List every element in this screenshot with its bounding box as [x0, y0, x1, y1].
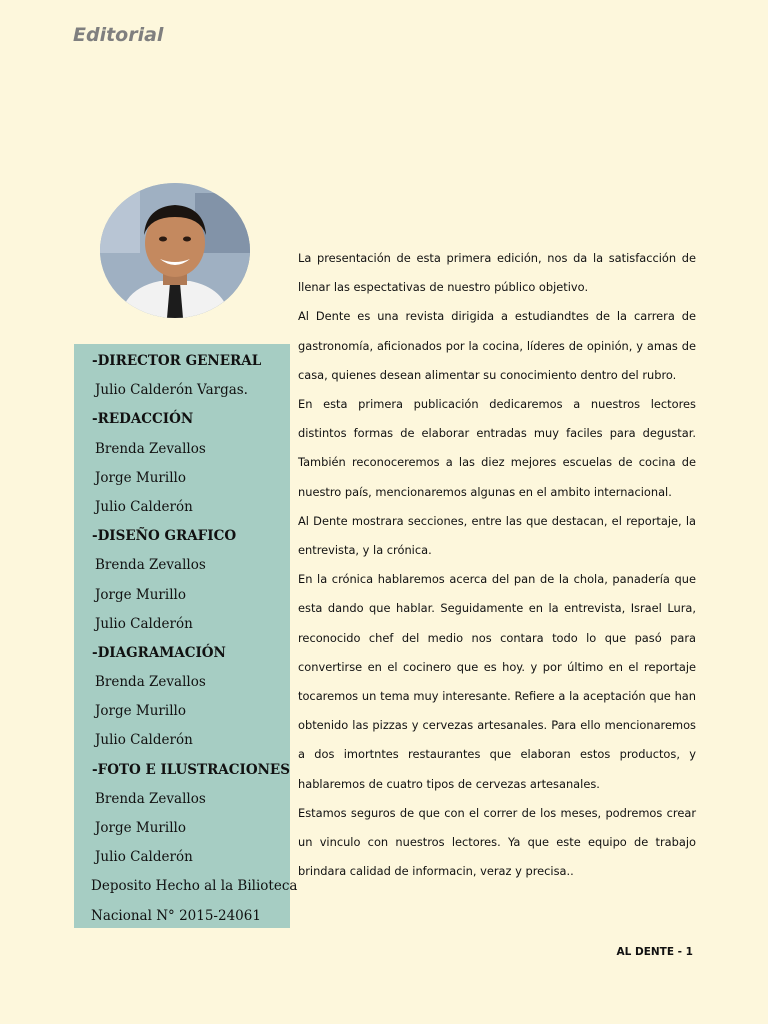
director-heading: -DIRECTOR GENERAL [92, 353, 262, 369]
redaccion-name: Julio Calderón [95, 498, 193, 515]
redaccion-heading: -REDACCIÓN [92, 411, 194, 428]
editorial-paragraph: Estamos seguros de que con el correr de los meses, podremos crear un vinculo con nuestros lectores. Ya que este equipo de trabajo brindara calidad de informacin, veraz y precisa.. [298, 805, 696, 879]
foto-name: Jorge Murillo [95, 820, 186, 836]
portrait-illustration [100, 183, 250, 318]
diseno-name: Brenda Zevallos [95, 557, 206, 574]
diagramacion-name: Brenda Zevallos [95, 674, 206, 691]
redaccion-name: Brenda Zevallos [95, 440, 206, 457]
editorial-paragraph: Al Dente mostrara secciones, entre las que destacan, el reportaje, la entrevista, y la crónica. [298, 513, 696, 558]
foto-heading: -FOTO E ILUSTRACIONES [92, 761, 290, 778]
deposit-line: Nacional N° 2015-24061 [91, 907, 261, 924]
credits-panel [74, 344, 298, 928]
section-title: Editorial [73, 24, 164, 46]
editorial-paragraph: En esta primera publicación dedicaremos a nuestros lectores distintos formas de elaborar entradas muy faciles para degustar. También reconoceremos a las diez mejores escuelas de cocina de nuestro país, mencionaremos algunas en el ambito internacional. [298, 397, 696, 499]
editorial-body [298, 244, 696, 886]
foto-name: Brenda Zevallos [95, 790, 206, 807]
diseno-heading: -DISEÑO GRAFICO [92, 528, 237, 545]
diseno-name: Jorge Murillo [95, 586, 186, 603]
deposit-line: Deposito Hecho al la Bilioteca [91, 878, 298, 895]
director-photo [100, 183, 250, 318]
editorial-paragraph: Al Dente es una revista dirigida a estudiandtes de la carrera de gastronomía, aficionados por la cocina, líderes de opinión, y amas de casa, quienes desean alimentar su conocimiento dentro del rubro. [298, 309, 696, 382]
diagramacion-name: Julio Calderón [95, 732, 193, 749]
redaccion-name: Jorge Murillo [95, 469, 186, 486]
diagramacion-heading: -DIAGRAMACIÓN [92, 644, 226, 661]
director-name: Julio Calderón Vargas. [95, 382, 248, 399]
editorial-paragraph: En la crónica hablaremos acerca del pan de la chola, panadería que esta dando que hablar. Seguidamente en la entrevista, Israel Lura, reconocido chef del medio nos contara todo lo que pasó para convertirse en el cocinero que es hoy. y por último en el reportaje tocaremos un tema muy interesante. Refiere a la aceptación que han obtenido las pizzas y cervezas artesanales. Para ello mencionaremos a dos imortntes restaurantes que elaboran estos productos, y hablaremos de cuatro tipos de cervezas artesanales. [298, 572, 696, 791]
diagramacion-name: Jorge Murillo [95, 703, 186, 720]
page-footer: AL DENTE - 1 [616, 946, 693, 958]
foto-name: Julio Calderón [95, 849, 193, 866]
editorial-paragraph: La presentación de esta primera edición, nos da la satisfacción de llenar las espectativas de nuestro público objetivo. [298, 251, 696, 295]
diseno-name: Julio Calderón [95, 615, 193, 632]
